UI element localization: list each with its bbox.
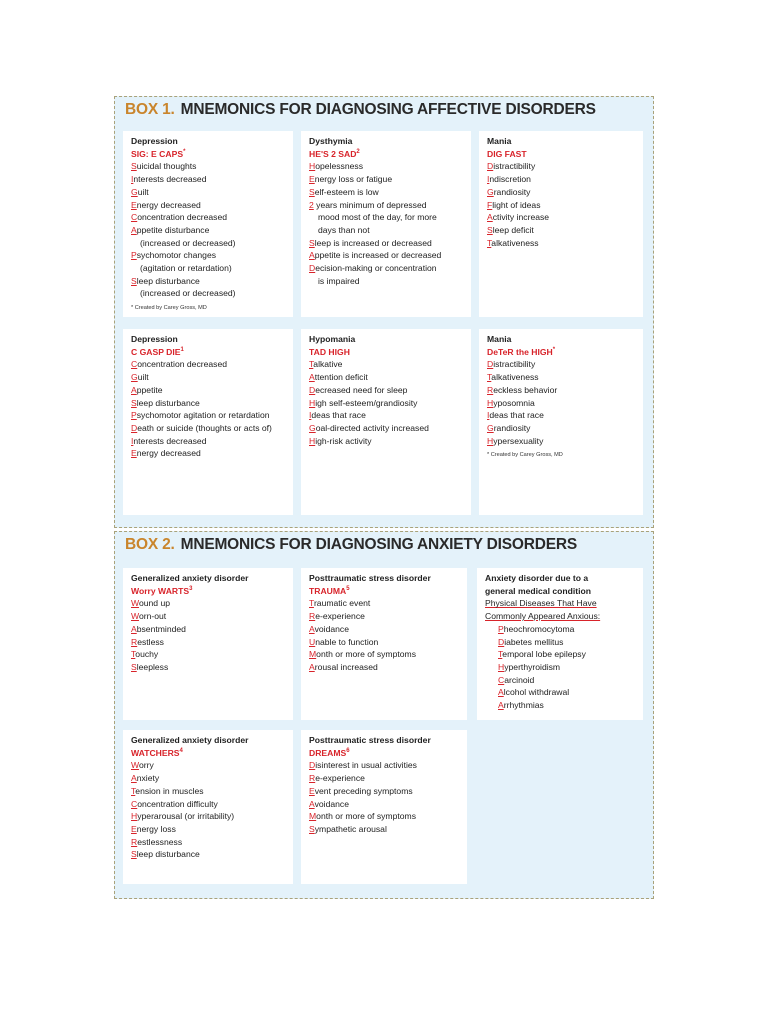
footnote: * Created by Carey Gross, MD — [131, 305, 207, 312]
mnemonic-initial: T — [487, 237, 492, 248]
item-text: oncentration decreased — [137, 359, 228, 370]
card-hypomania — [301, 329, 471, 515]
item-text: onth or more of symptoms — [316, 811, 416, 822]
mnemonic-initial: D — [487, 359, 494, 370]
mnemonic-initial: H — [487, 397, 494, 408]
list-item — [487, 435, 637, 448]
list-item — [131, 160, 287, 173]
item-text: leep disturbance — [136, 275, 200, 286]
mnemonic-initial: A — [309, 623, 315, 634]
list-item — [309, 772, 461, 785]
mnemonic-header-line-1: Physical Diseases That Have — [485, 598, 597, 609]
card-anxiety-medical-condition — [477, 568, 643, 720]
item-text: leep deficit — [492, 224, 534, 235]
mnemonic-initial: S — [131, 661, 137, 672]
mnemonic-initial: G — [487, 186, 494, 197]
item-text: orn-out — [138, 611, 167, 622]
item-text: yposomnia — [493, 397, 535, 408]
list-item — [131, 384, 287, 397]
list-item — [309, 186, 465, 199]
list-item — [131, 422, 287, 435]
list-item — [487, 409, 637, 422]
list-item — [487, 173, 637, 186]
mnemonic-initial: E — [309, 174, 315, 185]
list-item — [131, 810, 287, 823]
item-text: istractibility — [493, 359, 536, 370]
item-text: uilt — [137, 372, 149, 383]
item-text: sychomotor changes — [136, 250, 217, 261]
mnemonic-initial: E — [131, 199, 137, 210]
item-text: arcinoid — [504, 674, 535, 685]
list-item — [498, 699, 637, 712]
mnemonic-initial: T — [309, 359, 314, 370]
list-item — [131, 409, 287, 422]
item-continuation: (increased or decreased) — [140, 237, 236, 248]
item-continuation: (increased or decreased) — [140, 288, 236, 299]
list-item — [131, 597, 287, 610]
item-text: ecreased need for sleep — [315, 384, 408, 395]
mnemonic-initial: C — [131, 798, 138, 809]
item-text: estless — [137, 636, 164, 647]
item-text: yperthyroidism — [504, 661, 561, 672]
list-item — [487, 211, 637, 224]
list-item — [131, 836, 287, 849]
list-item — [131, 648, 287, 661]
list-item — [309, 173, 465, 186]
list-item — [131, 397, 287, 410]
list-item — [309, 249, 465, 262]
item-text: orry — [138, 760, 154, 771]
mnemonic-initial: P — [498, 623, 504, 634]
item-text: deas that race — [489, 410, 544, 421]
list-item — [309, 661, 461, 674]
list-item — [309, 810, 461, 823]
list-item — [309, 636, 461, 649]
mnemonic-initial: S — [131, 397, 137, 408]
card-title: Mania — [487, 334, 512, 344]
item-text: opelessness — [315, 161, 363, 172]
list-item — [309, 610, 461, 623]
item-text: alkativeness — [491, 372, 539, 383]
item-text: isinterest in usual activities — [315, 760, 417, 771]
mnemonic-initial: A — [131, 384, 137, 395]
list-item — [131, 447, 287, 460]
item-text: igh-risk activity — [315, 435, 372, 446]
item-text: leepless — [136, 661, 169, 672]
mnemonic-initial: M — [309, 649, 317, 660]
list-item — [131, 173, 287, 186]
mnemonic-initial: G — [487, 422, 494, 433]
mnemonic-initial: T — [487, 372, 492, 383]
item-text: ouchy — [135, 649, 159, 660]
card-depression-c-gasp-die — [123, 329, 293, 515]
mnemonic-initial: S — [131, 849, 137, 860]
list-item — [131, 224, 287, 249]
item-text: ndiscretion — [489, 174, 531, 185]
item-text: randiosity — [493, 186, 531, 197]
list-item — [498, 636, 637, 649]
mnemonic-initial: A — [131, 224, 137, 235]
mnemonic-initial: D — [309, 760, 316, 771]
list-item — [487, 160, 637, 173]
card-mania-dig-fast — [479, 131, 643, 317]
item-text: deas that race — [311, 410, 366, 421]
box1-title: MNEMONICS FOR DIAGNOSING AFFECTIVE DISORDERS — [180, 101, 596, 118]
mnemonic-initial: S — [487, 224, 493, 235]
item-text: istractibility — [493, 161, 536, 172]
mnemonic-initial: W — [131, 598, 139, 609]
card-title: Mania — [487, 136, 512, 146]
item-text: ound up — [138, 598, 171, 609]
item-text: vent preceding symptoms — [314, 785, 413, 796]
item-text: oal-directed activity increased — [315, 422, 429, 433]
list-item — [309, 358, 465, 371]
card-ptsd-trauma — [301, 568, 467, 720]
mnemonic-initial: A — [131, 623, 137, 634]
mnemonic-initial: D — [487, 161, 494, 172]
card-mnemonic: C GASP DIE$^1$ — [131, 346, 184, 357]
card-title: Depression — [131, 334, 178, 344]
list-item — [309, 262, 465, 287]
mnemonic-initial: I — [131, 174, 134, 185]
list-item — [498, 661, 637, 674]
mnemonic-initial: A — [309, 250, 315, 261]
mnemonic-list — [131, 759, 287, 861]
mnemonic-initial: A — [131, 773, 137, 784]
mnemonic-initial: P — [131, 250, 137, 261]
mnemonic-initial: T — [131, 785, 136, 796]
list-item — [131, 435, 287, 448]
mnemonic-initial: S — [131, 161, 137, 172]
list-item — [309, 435, 465, 448]
item-text: alkative — [313, 359, 343, 370]
mnemonic-initial: 2 — [309, 199, 314, 210]
mnemonic-initial: U — [309, 636, 316, 647]
mnemonic-initial: M — [309, 811, 317, 822]
item-text: leep is increased or decreased — [314, 237, 432, 248]
list-item — [131, 199, 287, 212]
mnemonic-list — [487, 358, 637, 447]
item-continuation: days than not — [318, 224, 370, 235]
list-item — [309, 384, 465, 397]
list-item — [309, 160, 465, 173]
box1-affective-disorders — [114, 96, 654, 528]
item-text: voidance — [314, 623, 349, 634]
mnemonic-initial: A — [309, 661, 315, 672]
list-item — [498, 623, 637, 636]
mnemonic-initial: E — [309, 785, 315, 796]
item-text: nergy loss or fatigue — [314, 174, 393, 185]
mnemonic-initial: P — [131, 410, 137, 421]
mnemonic-initial: W — [131, 760, 139, 771]
list-item — [131, 759, 287, 772]
item-text: ppetite is increased or decreased — [314, 250, 442, 261]
list-item — [131, 772, 287, 785]
item-text: ecision-making or concentration — [315, 263, 437, 274]
list-item — [309, 199, 465, 237]
mnemonic-initial: H — [131, 811, 138, 822]
item-text: years minimum of depressed — [313, 199, 427, 210]
box2-anxiety-disorders — [114, 531, 654, 899]
card-title: Hypomania — [309, 334, 356, 344]
card-mnemonic: DIG FAST — [487, 148, 527, 159]
list-item — [131, 358, 287, 371]
mnemonic-initial: S — [309, 237, 315, 248]
list-item — [131, 371, 287, 384]
list-item — [131, 661, 287, 674]
mnemonic-initial: R — [309, 611, 316, 622]
mnemonic-initial: C — [131, 359, 138, 370]
mnemonic-initial: G — [131, 372, 138, 383]
card-title: Depression — [131, 136, 178, 146]
list-item — [309, 785, 461, 798]
card-gad-watchers — [123, 730, 293, 884]
mnemonic-initial: D — [309, 384, 316, 395]
item-text: ympathetic arousal — [314, 823, 387, 834]
item-text: raumatic event — [313, 598, 371, 609]
list-item — [309, 597, 461, 610]
list-item — [487, 397, 637, 410]
item-text: rousal increased — [314, 661, 378, 672]
list-item — [131, 275, 287, 300]
card-title: Generalized anxiety disorder — [131, 735, 249, 745]
mnemonic-list — [487, 160, 637, 249]
mnemonic-initial: D — [131, 422, 138, 433]
mnemonic-initial: E — [131, 823, 137, 834]
item-text: heochromocytoma — [503, 623, 575, 634]
mnemonic-initial: R — [309, 773, 316, 784]
list-item — [309, 798, 461, 811]
mnemonic-initial: G — [131, 186, 138, 197]
item-text: e-experience — [315, 773, 365, 784]
list-item — [487, 384, 637, 397]
card-title: Anxiety disorder due to a general medical condition — [485, 573, 592, 596]
mnemonic-list — [131, 160, 287, 300]
card-mnemonic: DREAMS$^6$ — [309, 747, 350, 758]
mnemonic-initial: R — [131, 636, 138, 647]
item-text: rrhythmias — [503, 700, 544, 711]
list-item — [131, 823, 287, 836]
mnemonic-initial: H — [487, 435, 494, 446]
card-mnemonic: TAD HIGH — [309, 346, 350, 357]
mnemonic-list — [131, 597, 287, 673]
mnemonic-list — [309, 358, 465, 447]
card-mnemonic: SIG: E CAPS* — [131, 148, 186, 159]
list-item — [131, 785, 287, 798]
list-item — [131, 848, 287, 861]
list-item — [309, 759, 461, 772]
mnemonic-initial: D — [498, 636, 505, 647]
mnemonic-initial: W — [131, 611, 139, 622]
mnemonic-initial: I — [131, 435, 134, 446]
item-text: ension in muscles — [135, 785, 204, 796]
mnemonic-initial: H — [309, 397, 316, 408]
list-item — [309, 422, 465, 435]
card-mnemonic: WATCHERS$^4$ — [131, 747, 183, 758]
item-text: leep disturbance — [136, 397, 200, 408]
item-continuation: mood most of the day, for more — [318, 212, 437, 223]
card-depression-sig-e-caps — [123, 131, 293, 317]
mnemonic-initial: C — [498, 674, 505, 685]
item-text: alkativeness — [491, 237, 539, 248]
mnemonic-initial: A — [487, 212, 493, 223]
item-text: nterests decreased — [133, 435, 207, 446]
item-continuation: (agitation or retardation) — [140, 263, 232, 274]
item-text: elf-esteem is low — [314, 186, 379, 197]
card-title: Posttraumatic stress disorder — [309, 735, 431, 745]
mnemonic-initial: H — [309, 161, 316, 172]
list-item — [131, 636, 287, 649]
card-title: Dysthymia — [309, 136, 353, 146]
list-item — [487, 224, 637, 237]
item-text: estlessness — [137, 836, 183, 847]
mnemonic-initial: A — [309, 798, 315, 809]
item-text: nterests decreased — [133, 174, 207, 185]
mnemonic-initial: H — [309, 435, 316, 446]
list-item — [131, 186, 287, 199]
list-item — [498, 674, 637, 687]
item-text: bsentminded — [136, 623, 186, 634]
item-text: ctivity increase — [492, 212, 550, 223]
card-mnemonic: TRAUMA$^5$ — [309, 585, 350, 596]
card-mania-deter-the-high — [479, 329, 643, 515]
list-item — [309, 823, 461, 836]
mnemonic-list — [309, 597, 461, 673]
list-item — [309, 409, 465, 422]
mnemonic-initial: F — [487, 199, 493, 210]
box1-number: BOX 1. — [125, 101, 175, 118]
card-title: Generalized anxiety disorder — [131, 573, 249, 583]
item-text: ppetite — [136, 384, 163, 395]
list-item — [487, 371, 637, 384]
list-item — [487, 358, 637, 371]
mnemonic-initial: S — [309, 823, 315, 834]
box2-heading — [125, 536, 577, 554]
mnemonic-initial: C — [131, 212, 138, 223]
card-title: Posttraumatic stress disorder — [309, 573, 431, 583]
item-text: oncentration difficulty — [137, 798, 218, 809]
card-dysthymia — [301, 131, 471, 317]
item-text: nergy decreased — [136, 448, 201, 459]
list-item — [487, 199, 637, 212]
list-item — [487, 186, 637, 199]
item-text: ttention deficit — [314, 372, 368, 383]
mnemonic-list — [309, 160, 465, 287]
item-text: emporal lobe epilepsy — [502, 649, 586, 660]
mnemonic-header-line-2: Commonly Appeared Anxious: — [485, 611, 601, 622]
mnemonic-initial: H — [498, 661, 505, 672]
mnemonic-list — [309, 759, 461, 835]
item-text: light of ideas — [492, 199, 541, 210]
item-text: voidance — [314, 798, 349, 809]
card-mnemonic: Worry WARTS$^3$ — [131, 585, 193, 596]
item-text: nable to function — [315, 636, 379, 647]
item-text: e-experience — [315, 611, 365, 622]
card-mnemonic: HE'S 2 SAD$^2$ — [309, 148, 360, 159]
item-text: oncentration decreased — [137, 212, 228, 223]
list-item — [131, 798, 287, 811]
item-text: igh self-esteem/grandiosity — [315, 397, 418, 408]
mnemonic-initial: E — [131, 448, 137, 459]
card-mnemonic: DeTeR the HIGH* — [487, 346, 556, 357]
item-text: randiosity — [493, 422, 531, 433]
item-text: eckless behavior — [493, 384, 558, 395]
item-text: ypersexuality — [493, 435, 544, 446]
list-item — [131, 610, 287, 623]
mnemonic-list — [131, 358, 287, 460]
item-text: nxiety — [136, 773, 160, 784]
list-item — [498, 648, 637, 661]
mnemonic-list — [485, 623, 637, 712]
mnemonic-initial: I — [309, 410, 312, 421]
item-text: nergy loss — [136, 823, 176, 834]
item-text: uicidal thoughts — [136, 161, 197, 172]
item-text: lcohol withdrawal — [503, 687, 570, 698]
mnemonic-initial: A — [309, 372, 315, 383]
list-item — [131, 249, 287, 274]
mnemonic-initial: D — [309, 263, 316, 274]
card-ptsd-dreams — [301, 730, 467, 884]
list-item — [487, 422, 637, 435]
list-item — [487, 237, 637, 250]
item-text: uilt — [137, 186, 149, 197]
item-text: nergy decreased — [136, 199, 201, 210]
item-text: sychomotor agitation or retardation — [136, 410, 270, 421]
list-item — [131, 211, 287, 224]
item-continuation: is impaired — [318, 275, 360, 286]
list-item — [309, 237, 465, 250]
mnemonic-initial: R — [487, 384, 494, 395]
mnemonic-initial: T — [309, 598, 314, 609]
item-text: iabetes mellitus — [504, 636, 564, 647]
mnemonic-initial: T — [498, 649, 503, 660]
list-item — [131, 623, 287, 636]
footnote: * Created by Carey Gross, MD — [487, 452, 563, 459]
mnemonic-initial: I — [487, 174, 490, 185]
item-text: leep disturbance — [136, 849, 200, 860]
item-text: eath or suicide (thoughts or acts of) — [137, 422, 272, 433]
list-item — [309, 648, 461, 661]
mnemonic-initial: A — [498, 687, 504, 698]
mnemonic-initial: G — [309, 422, 316, 433]
list-item — [309, 623, 461, 636]
mnemonic-initial: T — [131, 649, 136, 660]
mnemonic-initial: A — [498, 700, 504, 711]
card-gad-worry-warts — [123, 568, 293, 720]
box2-title: MNEMONICS FOR DIAGNOSING ANXIETY DISORDERS — [180, 536, 577, 553]
box2-number: BOX 2. — [125, 536, 175, 553]
item-text: yperarousal (or irritability) — [137, 811, 235, 822]
box1-heading — [125, 101, 596, 119]
mnemonic-initial: S — [131, 275, 137, 286]
list-item — [309, 371, 465, 384]
mnemonic-initial: I — [487, 410, 490, 421]
mnemonic-initial: S — [309, 186, 315, 197]
list-item — [498, 686, 637, 699]
item-text: onth or more of symptoms — [316, 649, 416, 660]
item-text: ppetite disturbance — [136, 224, 210, 235]
mnemonic-initial: R — [131, 836, 138, 847]
list-item — [309, 397, 465, 410]
